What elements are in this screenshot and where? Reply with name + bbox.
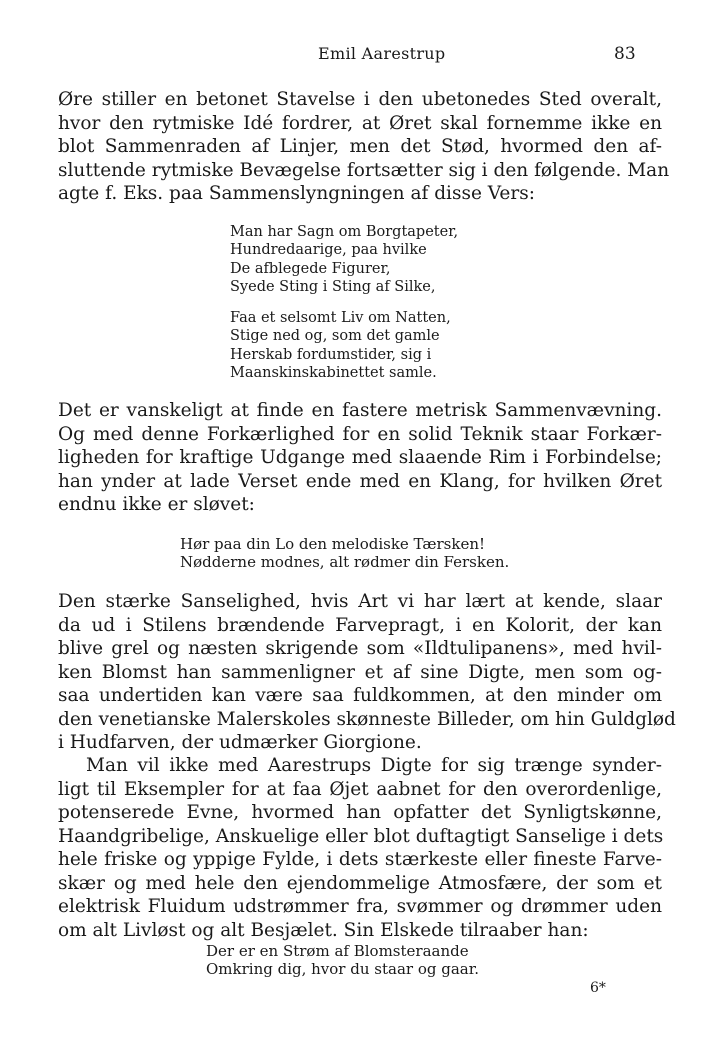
paragraph-3 xyxy=(58,590,676,755)
text-line: hvor den rytmiske Idé fordrer, at Øret skal fornemme ikke en xyxy=(58,112,662,134)
verse-line: Man har Sagn om Borgtapeter, xyxy=(230,224,459,240)
text-line: da ud i Stilens brændende Farvepragt, i en Kolorit, der kan xyxy=(58,614,662,636)
verse-line: Hundredaarige, paa hvilke xyxy=(230,242,427,259)
running-head: Emil Aarestrup xyxy=(318,44,446,63)
verse-couplet-2 xyxy=(206,942,479,979)
paragraph-1 xyxy=(58,88,670,206)
page-header xyxy=(0,44,712,70)
verse-line: Stige ned og, som det gamle xyxy=(230,328,440,345)
text-line: skær og med hele den ejendommelige Atmosfære, der som et xyxy=(58,872,662,894)
verse-line: Syede Sting i Sting af Silke, xyxy=(230,278,436,295)
text-line: blive grel og næsten skrigende som «Ildtulipanens», med hvil- xyxy=(58,638,662,659)
signature-mark: 6* xyxy=(590,980,606,996)
text-line: Den stærke Sanselighed, hvis Art vi har lært at kende, slaar xyxy=(58,591,662,612)
page-number: 83 xyxy=(614,44,636,64)
text-line: Haandgribelige, Anskuelige eller blot duftagtigt Sanselige i dets xyxy=(58,825,664,847)
verse-line: Omkring dig, hvor du staar og gaar. xyxy=(206,960,480,979)
text-line: han ynder at lade Verset ende med en Klang, for hvilken Øret xyxy=(58,470,662,492)
text-line: ken Blomst han sammenligner et af sine Digte, men som og- xyxy=(58,661,662,683)
text-line: den venetianske Malerskoles skønneste Billeder, om hin Guldglød xyxy=(58,708,676,730)
text-line: ligheden for kraftige Udgange med slaaende Rim i Forbindelse; xyxy=(58,447,662,468)
text-line: i Hudfarven, der udmærker Giorgione. xyxy=(58,732,422,753)
verse-line: Maanskinskabinettet samle. xyxy=(230,364,437,381)
text-line: Øre stiller en betonet Stavelse i den ubetonedes Sted overalt, xyxy=(58,89,662,110)
text-line: om alt Livløst og alt Besjælet. Sin Elskede tilraaber han: xyxy=(58,919,589,941)
paragraph-2 xyxy=(58,399,662,517)
verse-line: De afblegede Figurer, xyxy=(230,260,391,277)
verse-line: Nødderne modnes, alt rødmer din Fersken. xyxy=(180,553,510,572)
text-line: agte f. Eks. paa Sammenslyngningen af disse Vers: xyxy=(58,183,535,204)
text-line: saa undertiden kan være saa fuldkommen, at den minder om xyxy=(58,685,662,706)
text-line: sluttende rytmiske Bevægelse fortsætter sig i den følgende. Man xyxy=(58,159,670,181)
text-line: potenserede Evne, hvormed han opfatter det Synligtskønne, xyxy=(58,802,662,823)
paragraph-4 xyxy=(58,754,662,942)
verse-stanza-2 xyxy=(230,309,451,382)
text-line: endnu ikke er sløvet: xyxy=(58,494,255,515)
verse-stanza-1 xyxy=(230,223,458,296)
text-line: blot Sammenraden af Linjer, men det Stød, hvormed den af- xyxy=(58,136,662,157)
text-line: ligt til Eksempler for at faa Øjet aabnet for den overordenlige, xyxy=(58,778,662,800)
verse-line: Herskab fordumstider, sig i xyxy=(230,346,432,363)
text-line: Det er vanskeligt at finde en fastere metrisk Sammenvævning. xyxy=(58,400,662,421)
verse-line: Hør paa din Lo den melodiske Tærsken! xyxy=(180,535,486,553)
text-line: Man vil ikke med Aarestrups Digte for sig trænge synder- xyxy=(86,755,662,776)
verse-line: Faa et selsomt Liv om Natten, xyxy=(230,310,451,326)
text-line: elektrisk Fluidum udstrømmer fra, svømmer og drømmer uden xyxy=(58,896,662,917)
verse-couplet-1 xyxy=(180,535,509,572)
text-line: Og med denne Forkærlighed for en solid Teknik staar Forkær- xyxy=(58,423,662,445)
text-line: hele friske og yppige Fylde, i dets stærkeste eller fineste Farve- xyxy=(58,849,662,870)
verse-line: Der er en Strøm af Blomsteraande xyxy=(206,942,469,960)
